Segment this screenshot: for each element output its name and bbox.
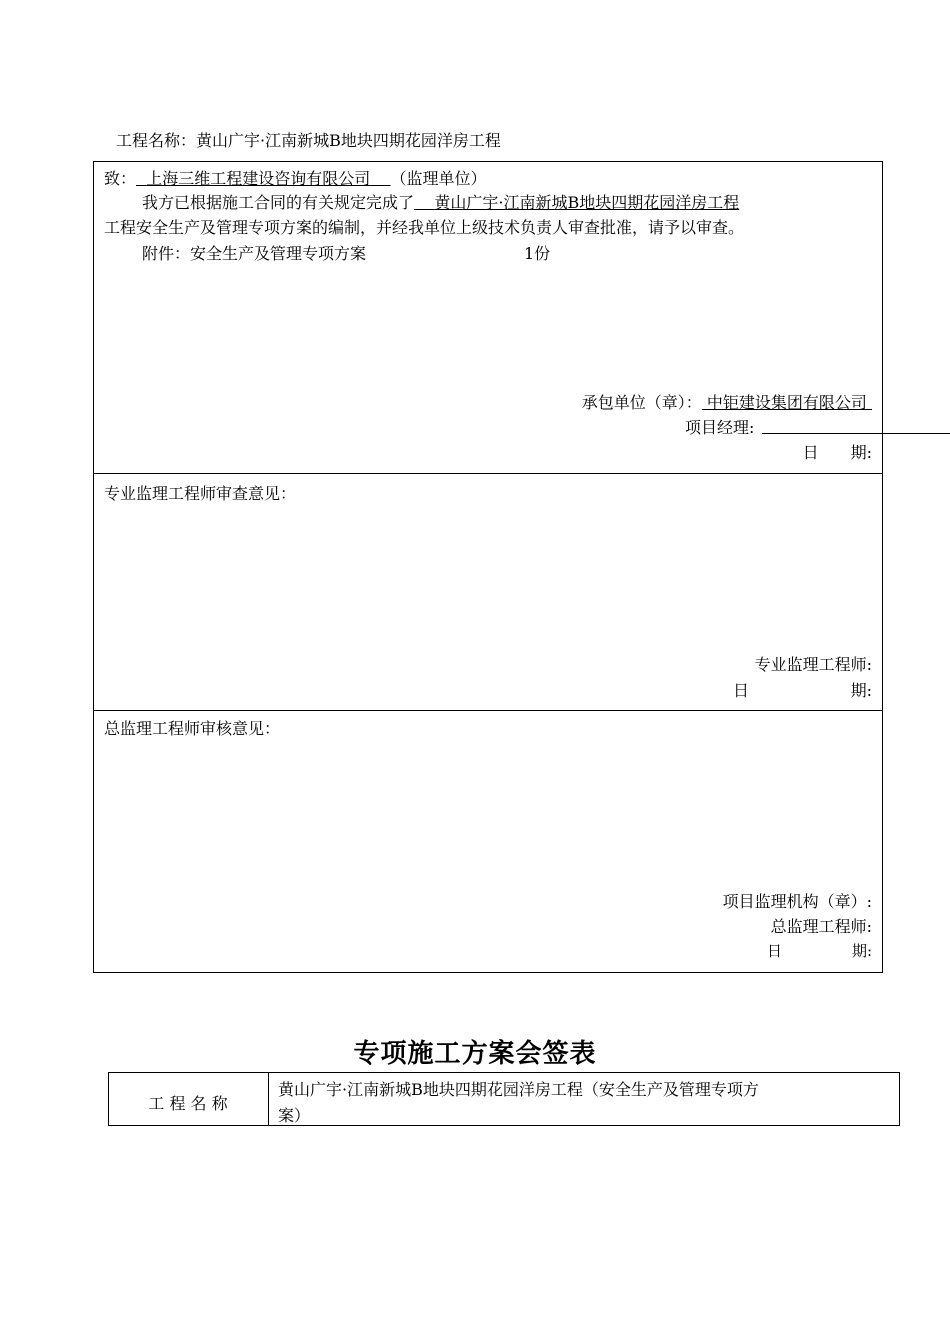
signoff-row-value-line-1: 黄山广宇·江南新城B地块四期花园洋房工程（安全生产及管理专项方 (278, 1080, 759, 1099)
section3-date-right: 期: (851, 942, 872, 960)
signoff-row-label: 工 程 名 称 (148, 1094, 228, 1113)
project-name: 黄山广宇·江南新城B地块四期花园洋房工程 (196, 131, 501, 150)
supervisor-suffix: （监理单位） (390, 169, 487, 188)
submission-form (93, 161, 883, 973)
contractor-name: 中钜建设集团有限公司 (706, 393, 867, 412)
body-line-2: 工程安全生产及管理专项方案的编制，并经我单位上级技术负责人审查批准，请予以审查。 (104, 218, 745, 237)
chief-review-heading: 总监理工程师审核意见： (104, 719, 281, 738)
engineer-review-heading: 专业监理工程师审查意见： (104, 484, 297, 503)
contractor-line (582, 390, 872, 413)
attachment-count: 1份 (524, 244, 551, 263)
signoff-title: 专项施工方案会签表 (353, 1039, 597, 1069)
contractor-label: 承包单位（章）： (581, 393, 702, 412)
section3-date-left: 日 (767, 942, 783, 960)
signoff-row-value-line-2: 案） (278, 1106, 311, 1125)
section2-date-left: 日 (733, 681, 750, 700)
section2-date-right: 期: (850, 681, 872, 700)
manager-label: 项目经理: (685, 418, 755, 437)
supervision-org-label: 项目监理机构（章）: (722, 892, 872, 911)
attachment-label: 附件：安全生产及管理专项方案 (142, 244, 367, 263)
section-divider-1 (93, 473, 883, 474)
project-label: 工程名称： (116, 131, 197, 150)
body-prefix: 我方已根据施工合同的有关规定完成了 (142, 193, 415, 212)
to-label: 致： (104, 169, 137, 188)
manager-signature-line (762, 433, 950, 434)
body-project-name: 黄山广宇·江南新城B地块四期花园洋房工程 (434, 193, 740, 212)
chief-engineer-label: 总监理工程师: (770, 917, 872, 936)
supervisor-company: 上海三维工程建设咨询有限公司 (146, 169, 371, 188)
addressee-line (104, 166, 487, 189)
project-name-line (116, 128, 501, 151)
section-divider-2 (93, 710, 883, 711)
body-line-1 (142, 190, 739, 213)
engineer-signature-label: 专业监理工程师: (754, 655, 872, 674)
section1-date-label: 日 期: (802, 443, 872, 462)
signoff-cell-divider (268, 1072, 269, 1126)
